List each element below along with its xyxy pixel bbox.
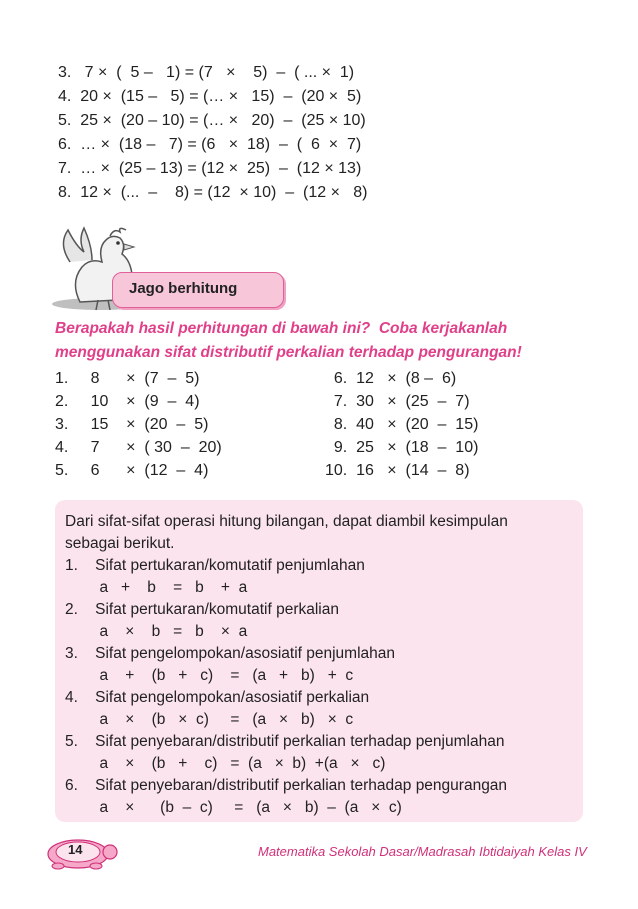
exercise-line: 6. … × (18 – 7) = (6 × 18) – ( 6 × 7): [58, 136, 362, 153]
summary-line: a × b = b × a: [65, 623, 248, 640]
exercise-right: 8. 40 × (20 – 15): [325, 416, 479, 433]
summary-line: a × (b + c) = (a × b) +(a × c): [65, 755, 386, 772]
exercise-left: 2. 10 × (9 – 4): [55, 393, 200, 410]
exercise-left: 4. 7 × ( 30 – 20): [55, 439, 222, 456]
summary-line: a + b = b + a: [65, 579, 248, 596]
summary-line: Dari sifat-sifat operasi hitung bilangan, dapat diambil kesimpulan: [65, 513, 508, 530]
summary-line: a × (b – c) = (a × b) – (a × c): [65, 799, 402, 816]
exercise-left: 5. 6 × (12 – 4): [55, 462, 209, 479]
summary-line: 6. Sifat penyebaran/distributif perkalian terhadap pengurangan: [65, 777, 508, 794]
exercise-right: 7. 30 × (25 – 7): [325, 393, 470, 410]
exercise-line: 5. 25 × (20 – 10) = (… × 20) – (25 × 10): [58, 112, 366, 129]
summary-line: a + (b + c) = (a + b) + c: [65, 667, 354, 684]
section-banner: [112, 272, 284, 308]
summary-line: 5. Sifat penyebaran/distributif perkalian terhadap penjumlahan: [65, 733, 505, 750]
page-number: 14: [68, 842, 83, 857]
summary-line: 2. Sifat pertukaran/komutatif perkalian: [65, 601, 339, 618]
exercise-line: 4. 20 × (15 – 5) = (… × 15) – (20 × 5): [58, 88, 362, 105]
exercise-line: 3. 7 × ( 5 – 1) = (7 × 5) – ( ... × 1): [58, 64, 355, 81]
summary-box: [55, 500, 583, 822]
instruction-line: menggunakan sifat distributif perkalian terhadap pengurangan!: [55, 344, 522, 361]
exercise-line: 8. 12 × (... – 8) = (12 × 10) – (12 × 8): [58, 184, 368, 201]
exercise-right: 10. 16 × (14 – 8): [325, 462, 470, 479]
exercise-right: 9. 25 × (18 – 10): [325, 439, 479, 456]
summary-line: 4. Sifat pengelompokan/asosiatif perkalian: [65, 689, 370, 706]
exercise-left: 1. 8 × (7 – 5): [55, 370, 200, 387]
summary-line: a × (b × c) = (a × b) × c: [65, 711, 354, 728]
exercise-line: 7. … × (25 – 13) = (12 × 25) – (12 × 13): [58, 160, 362, 177]
exercise-left: 3. 15 × (20 – 5): [55, 416, 209, 433]
exercise-right: 6. 12 × (8 – 6): [325, 370, 457, 387]
summary-line: 3. Sifat pengelompokan/asosiatif penjumlahan: [65, 645, 396, 662]
book-title: Matematika Sekolah Dasar/Madrasah Ibtidaiyah Kelas IV: [258, 844, 587, 859]
section-title: Jago berhitung: [129, 280, 238, 297]
summary-line: sebagai berikut.: [65, 535, 175, 552]
summary-line: 1. Sifat pertukaran/komutatif penjumlahan: [65, 557, 365, 574]
instruction-line: Berapakah hasil perhitungan di bawah ini? Coba kerjakanlah: [55, 320, 508, 337]
